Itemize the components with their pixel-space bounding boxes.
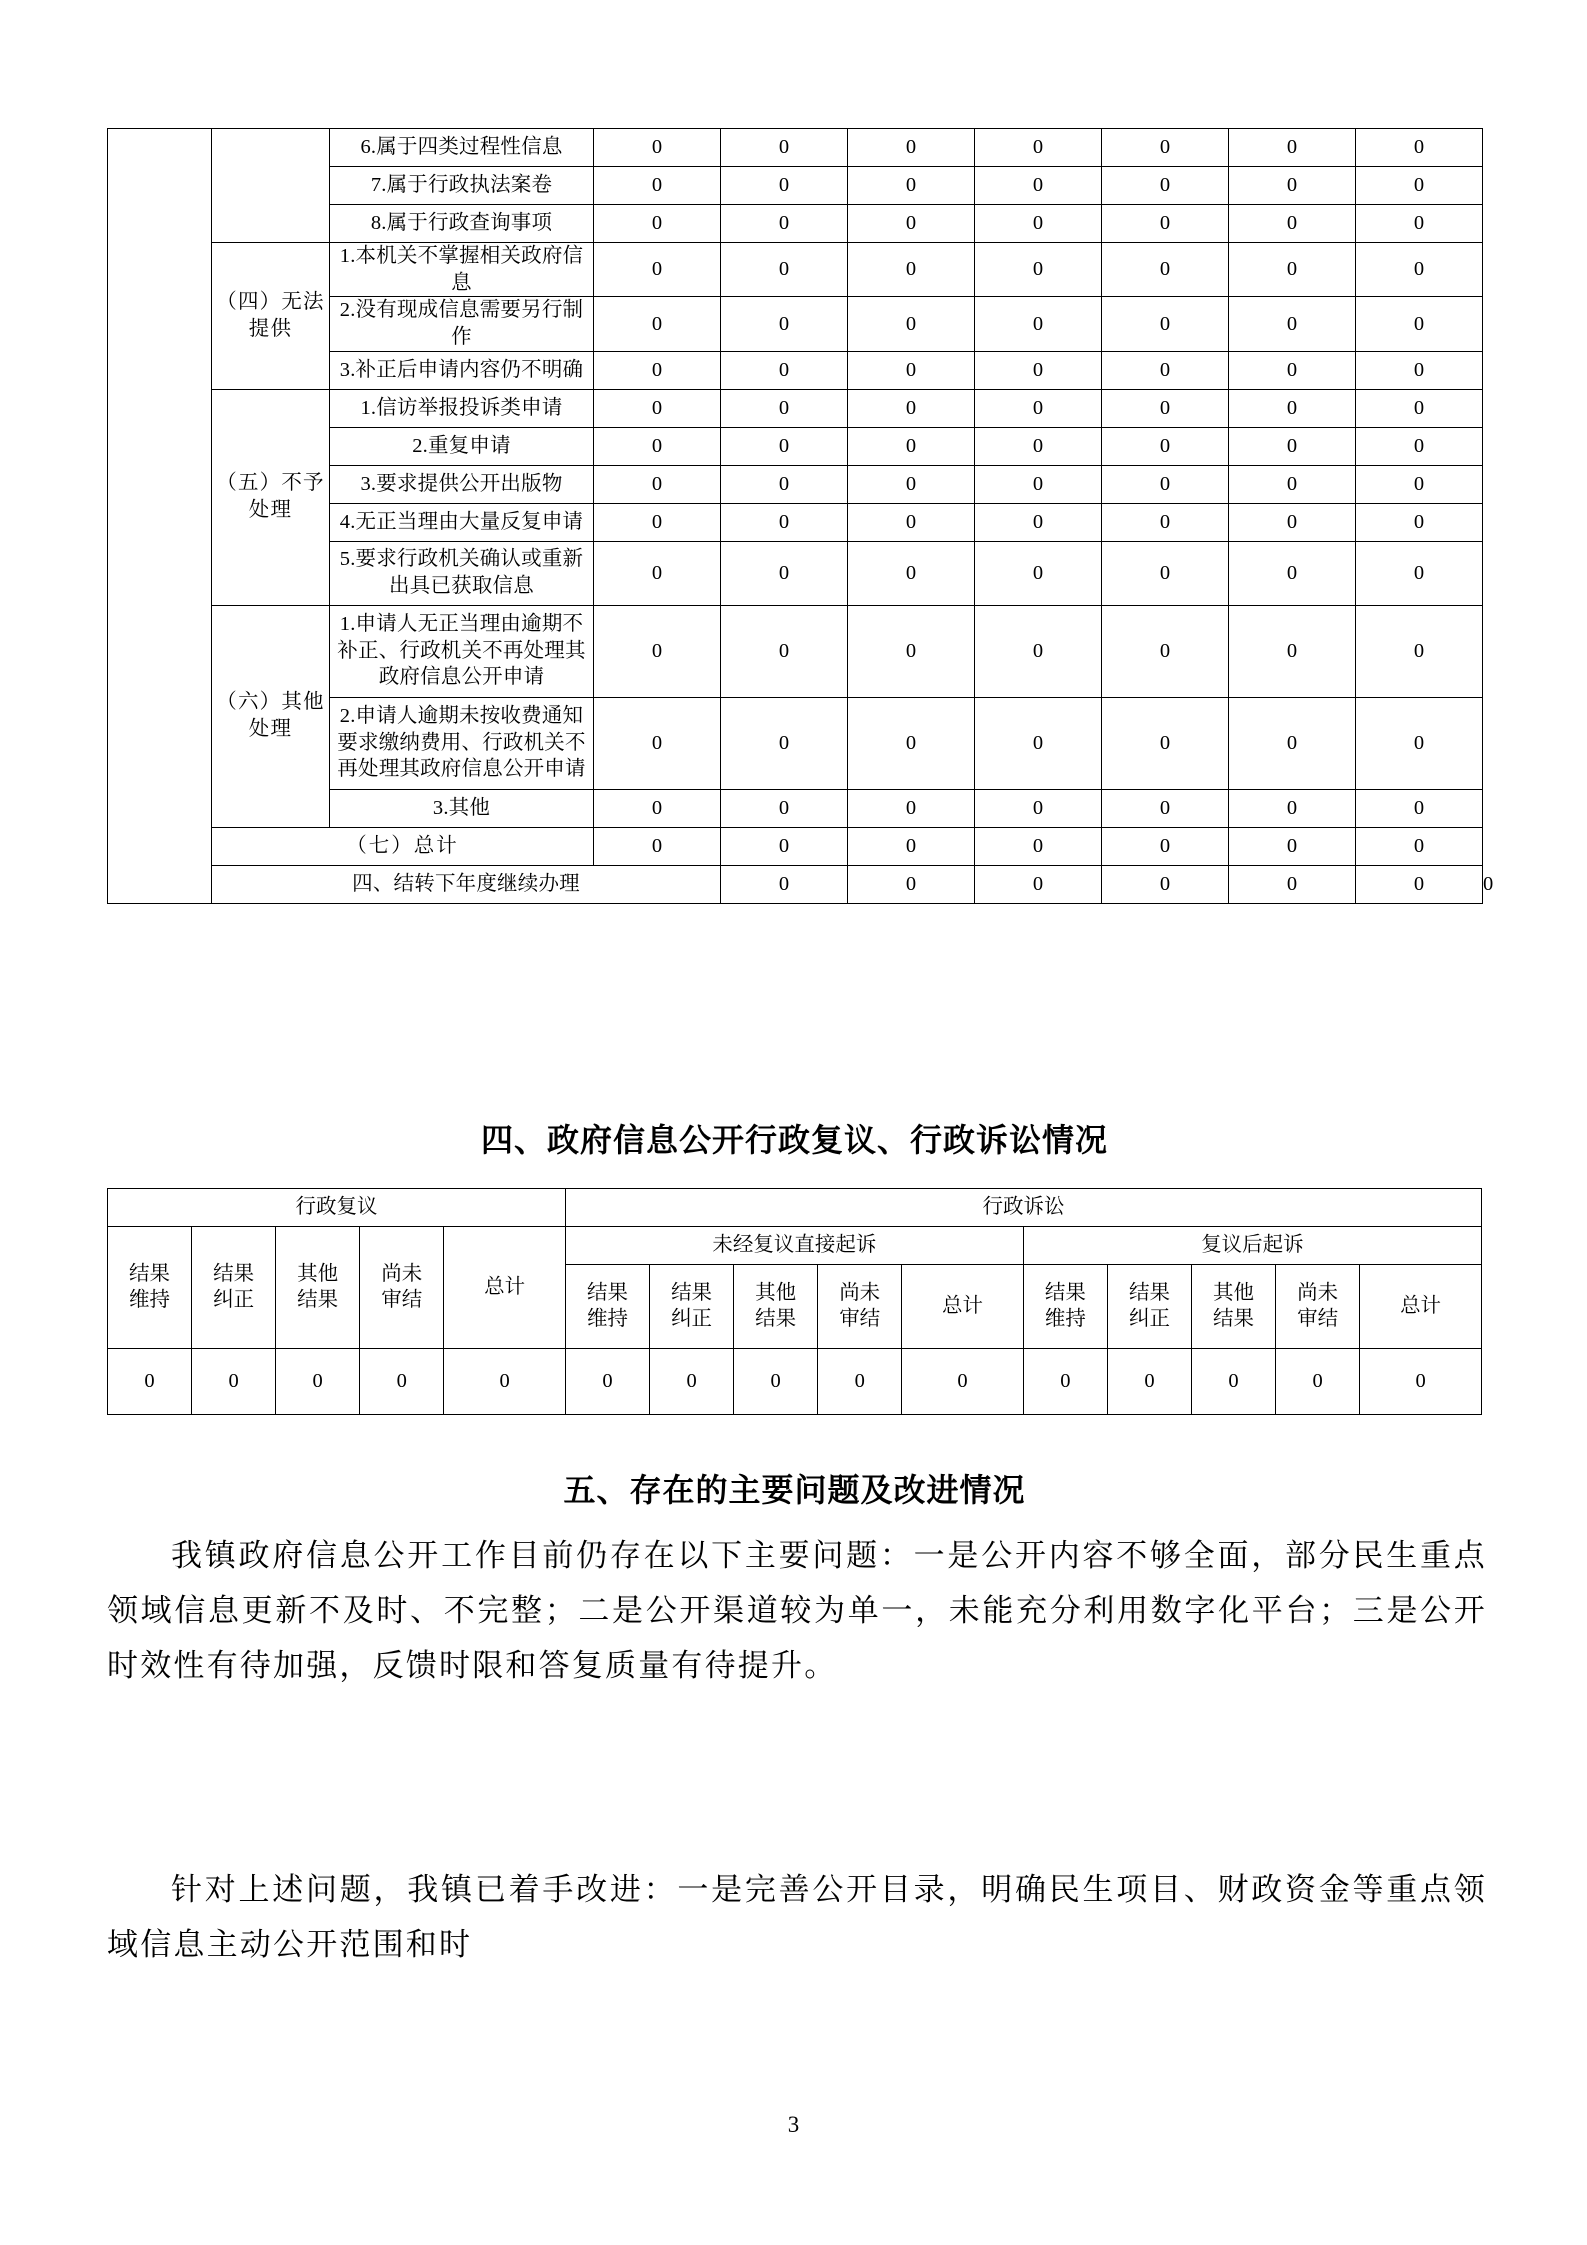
cell-value: 0 bbox=[848, 697, 975, 789]
row-item-label: 1.信访举报投诉类申请 bbox=[330, 389, 594, 427]
table-row bbox=[108, 243, 1483, 297]
table-row-total bbox=[108, 827, 1483, 865]
cell-value: 0 bbox=[818, 1349, 902, 1415]
cell-value: 0 bbox=[848, 427, 975, 465]
table-row-carryover: 四、结转下年度继续办理 0 0 0 0 0 0 0 bbox=[108, 865, 1483, 903]
row-item-label: 3.要求提供公开出版物 bbox=[330, 465, 594, 503]
header-result-corrected-direct bbox=[650, 1265, 734, 1349]
cell-value: 0 bbox=[1229, 297, 1356, 351]
cell-value: 0 bbox=[1229, 789, 1356, 827]
header-other-result-post bbox=[1192, 1265, 1276, 1349]
cell-value: 0 bbox=[444, 1349, 566, 1415]
cell-value: 0 bbox=[1102, 789, 1229, 827]
row-item-label: 8.属于行政查询事项 bbox=[330, 205, 594, 243]
cell-value: 0 bbox=[1356, 205, 1483, 243]
header-line: 审结 bbox=[1297, 1307, 1339, 1330]
cell-value: 0 bbox=[848, 297, 975, 351]
row-item-label: 6.属于四类过程性信息 bbox=[330, 129, 594, 167]
cell-value: 0 bbox=[594, 503, 721, 541]
table-data-row bbox=[108, 1349, 1482, 1415]
header-line: 结果 bbox=[1128, 1281, 1170, 1304]
cell-value: 0 bbox=[1276, 1349, 1360, 1415]
cell-value: 0 bbox=[1102, 389, 1229, 427]
header-administrative-review: 行政复议 bbox=[108, 1189, 566, 1227]
cell-value: 0 bbox=[1102, 243, 1229, 297]
cell-value: 0 bbox=[1102, 167, 1229, 205]
cell-value: 0 bbox=[975, 465, 1102, 503]
row-item-label: 7.属于行政执法案卷 bbox=[330, 167, 594, 205]
paragraph-improvements: 针对上述问题，我镇已着手改进：一是完善公开目录，明确民生项目、财政资金等重点领域信息主动公开范围和时 bbox=[107, 1872, 1487, 1963]
table-row bbox=[108, 605, 1483, 697]
cell-value: 0 bbox=[902, 1349, 1024, 1415]
row-item-label: 5.要求行政机关确认或重新出具已获取信息 bbox=[330, 541, 594, 605]
header-line: 结果 bbox=[755, 1307, 797, 1330]
subgroup-label-cell bbox=[212, 129, 330, 243]
cell-value: 0 bbox=[975, 297, 1102, 351]
review-litigation-table bbox=[107, 1188, 1482, 1415]
cell-value: 0 bbox=[721, 205, 848, 243]
cell-value: 0 bbox=[1102, 541, 1229, 605]
cell-value: 0 bbox=[1356, 129, 1483, 167]
cell-value: 0 bbox=[848, 503, 975, 541]
cell-value: 0 bbox=[1229, 503, 1356, 541]
header-total-direct: 总计 bbox=[902, 1265, 1024, 1349]
cell-value: 0 bbox=[721, 827, 848, 865]
cell-value: 0 bbox=[565, 1349, 649, 1415]
row-item-label: 3.其他 bbox=[330, 789, 594, 827]
cell-value: 0 bbox=[848, 167, 975, 205]
cell-value: 0 bbox=[1356, 389, 1483, 427]
cell-value: 0 bbox=[975, 205, 1102, 243]
cell-value: 0 bbox=[975, 865, 1102, 903]
header-administrative-litigation: 行政诉讼 bbox=[565, 1189, 1481, 1227]
cell-value: 0 bbox=[721, 243, 848, 297]
cell-value: 0 bbox=[848, 789, 975, 827]
cell-value: 0 bbox=[848, 205, 975, 243]
cell-value: 0 bbox=[594, 697, 721, 789]
page-number: 3 bbox=[787, 2112, 800, 2137]
cell-value: 0 bbox=[721, 129, 848, 167]
cell-value: 0 bbox=[975, 697, 1102, 789]
cell-value: 0 bbox=[975, 503, 1102, 541]
header-total-review: 总计 bbox=[444, 1227, 566, 1349]
cell-value: 0 bbox=[1102, 503, 1229, 541]
cell-value: 0 bbox=[975, 827, 1102, 865]
header-line: 审结 bbox=[839, 1307, 881, 1330]
header-line: 维持 bbox=[129, 1288, 171, 1311]
cell-value: 0 bbox=[848, 389, 975, 427]
header-pending-direct bbox=[818, 1265, 902, 1349]
cell-value: 0 bbox=[276, 1349, 360, 1415]
row-item-label: 3.补正后申请内容仍不明确 bbox=[330, 351, 594, 389]
row-item-label: 1.申请人无正当理由逾期不补正、行政机关不再处理其政府信息公开申请 bbox=[330, 605, 594, 697]
header-line: 结果 bbox=[1213, 1307, 1255, 1330]
cell-value: 0 bbox=[975, 427, 1102, 465]
header-line: 结果 bbox=[587, 1281, 628, 1304]
cell-value: 0 bbox=[1356, 167, 1483, 205]
cell-value: 0 bbox=[1102, 205, 1229, 243]
header-line: 结果 bbox=[129, 1262, 171, 1285]
total-row-label: （七）总计 bbox=[212, 827, 594, 865]
cell-value: 0 bbox=[975, 605, 1102, 697]
cell-value: 0 bbox=[848, 129, 975, 167]
cell-value: 0 bbox=[594, 167, 721, 205]
cell-value: 0 bbox=[1356, 605, 1483, 697]
header-pending-review bbox=[360, 1227, 444, 1349]
cell-value: 0 bbox=[1229, 427, 1356, 465]
cell-value: 0 bbox=[721, 865, 848, 903]
cell-value: 0 bbox=[594, 351, 721, 389]
cell-value: 0 bbox=[721, 697, 848, 789]
cell-value: 0 bbox=[650, 1349, 734, 1415]
header-result-upheld-review bbox=[108, 1227, 192, 1349]
cell-value: 0 bbox=[1229, 605, 1356, 697]
cell-value: 0 bbox=[1356, 427, 1483, 465]
cell-value: 0 bbox=[594, 297, 721, 351]
header-result-upheld-direct bbox=[565, 1265, 649, 1349]
cell-value: 0 bbox=[721, 351, 848, 389]
header-line: 纠正 bbox=[213, 1288, 255, 1311]
cell-value: 0 bbox=[1229, 389, 1356, 427]
cell-value: 0 bbox=[1102, 351, 1229, 389]
cell-value: 0 bbox=[848, 243, 975, 297]
header-direct-litigation: 未经复议直接起诉 bbox=[565, 1227, 1023, 1265]
cell-value: 0 bbox=[975, 351, 1102, 389]
cell-value: 0 bbox=[721, 541, 848, 605]
cell-value: 0 bbox=[594, 427, 721, 465]
header-line: 维持 bbox=[587, 1307, 628, 1330]
cell-value: 0 bbox=[1356, 827, 1483, 865]
cell-value: 0 bbox=[848, 465, 975, 503]
cell-value: 0 bbox=[721, 465, 848, 503]
cell-value: 0 bbox=[1356, 541, 1483, 605]
cell-value: 0 bbox=[721, 503, 848, 541]
header-line: 结果 bbox=[671, 1281, 713, 1304]
table-header-row-mid bbox=[108, 1227, 1482, 1265]
header-line: 维持 bbox=[1044, 1307, 1086, 1330]
cell-value: 0 bbox=[594, 129, 721, 167]
header-line: 尚未 bbox=[381, 1262, 423, 1285]
cell-value: 0 bbox=[975, 789, 1102, 827]
header-result-upheld-post bbox=[1023, 1265, 1107, 1349]
cell-value: 0 bbox=[848, 827, 975, 865]
cell-value: 0 bbox=[594, 789, 721, 827]
cell-value: 0 bbox=[1229, 865, 1356, 903]
header-line: 结果 bbox=[1044, 1281, 1086, 1304]
cell-value: 0 bbox=[848, 865, 975, 903]
cell-value: 0 bbox=[1102, 129, 1229, 167]
cell-value: 0 bbox=[192, 1349, 276, 1415]
row-item-label: 2.重复申请 bbox=[330, 427, 594, 465]
row-item-label: 1.本机关不掌握相关政府信息 bbox=[330, 243, 594, 297]
cell-value: 0 bbox=[1356, 465, 1483, 503]
cell-value: 0 bbox=[1356, 503, 1483, 541]
cell-value: 0 bbox=[975, 243, 1102, 297]
cell-value: 0 bbox=[734, 1349, 818, 1415]
section-heading-5: 五、存在的主要问题及改进情况 bbox=[563, 1471, 1026, 1509]
cell-value: 0 bbox=[975, 167, 1102, 205]
cell-value: 0 bbox=[848, 605, 975, 697]
cell-value: 0 bbox=[848, 541, 975, 605]
cell-value: 0 bbox=[848, 351, 975, 389]
cell-value: 0 bbox=[975, 129, 1102, 167]
table-header-row-top bbox=[108, 1189, 1482, 1227]
cell-value: 0 bbox=[1102, 297, 1229, 351]
review-litigation-table-wrapper bbox=[107, 1188, 1482, 1415]
cell-value: 0 bbox=[108, 1349, 192, 1415]
cell-value: 0 bbox=[1023, 1349, 1107, 1415]
cell-value: 0 bbox=[721, 789, 848, 827]
carryover-row-label: 四、结转下年度继续办理 bbox=[212, 865, 721, 903]
cell-value: 0 bbox=[1102, 605, 1229, 697]
header-result-corrected-post bbox=[1107, 1265, 1191, 1349]
cell-value: 0 bbox=[975, 389, 1102, 427]
cell-value: 0 bbox=[1229, 541, 1356, 605]
subgroup-label-cell: （六）其他处理 bbox=[212, 605, 330, 827]
cell-value: 0 bbox=[1229, 465, 1356, 503]
cell-value: 0 bbox=[1356, 789, 1483, 827]
cell-value: 0 bbox=[1356, 865, 1483, 903]
cell-value: 0 bbox=[1102, 865, 1229, 903]
cell-value: 0 bbox=[1229, 243, 1356, 297]
cell-value: 0 bbox=[1192, 1349, 1276, 1415]
cell-value: 0 bbox=[721, 389, 848, 427]
row-item-label: 4.无正当理由大量反复申请 bbox=[330, 503, 594, 541]
table-row bbox=[108, 129, 1483, 167]
cell-value: 0 bbox=[721, 297, 848, 351]
row-item-label: 2.申请人逾期未按收费通知要求缴纳费用、行政机关不再处理其政府信息公开申请 bbox=[330, 697, 594, 789]
cell-value: 0 bbox=[1229, 697, 1356, 789]
cell-value: 0 bbox=[360, 1349, 444, 1415]
header-post-review-litigation: 复议后起诉 bbox=[1023, 1227, 1481, 1265]
header-line: 其他 bbox=[1213, 1281, 1255, 1304]
cell-value: 0 bbox=[1102, 827, 1229, 865]
cell-value: 0 bbox=[594, 541, 721, 605]
cell-value: 0 bbox=[1229, 167, 1356, 205]
cell-value: 0 bbox=[975, 541, 1102, 605]
header-total-post: 总计 bbox=[1360, 1265, 1482, 1349]
header-line: 其他 bbox=[755, 1281, 797, 1304]
cell-value: 0 bbox=[594, 205, 721, 243]
cell-value: 0 bbox=[1107, 1349, 1191, 1415]
cell-value: 0 bbox=[1102, 427, 1229, 465]
outer-category-cell bbox=[108, 129, 212, 904]
header-line: 纠正 bbox=[671, 1307, 713, 1330]
header-line: 审结 bbox=[381, 1288, 423, 1311]
row-item-label: 2.没有现成信息需要另行制作 bbox=[330, 297, 594, 351]
header-line: 纠正 bbox=[1128, 1307, 1170, 1330]
cell-value: 0 bbox=[594, 243, 721, 297]
cell-value: 0 bbox=[1356, 297, 1483, 351]
cell-value: 0 bbox=[1102, 697, 1229, 789]
cell-value: 0 bbox=[594, 389, 721, 427]
header-line: 结果 bbox=[297, 1288, 339, 1311]
header-line: 尚未 bbox=[839, 1281, 881, 1304]
header-other-result-review bbox=[276, 1227, 360, 1349]
section-heading-4: 四、政府信息公开行政复议、行政诉讼情况 bbox=[480, 1121, 1108, 1159]
header-line: 其他 bbox=[297, 1262, 339, 1285]
cell-value: 0 bbox=[1356, 697, 1483, 789]
cell-value: 0 bbox=[594, 465, 721, 503]
subgroup-label-cell: （四）无法提供 bbox=[212, 243, 330, 390]
header-line: 尚未 bbox=[1297, 1281, 1339, 1304]
header-result-corrected-review bbox=[192, 1227, 276, 1349]
cell-value: 0 bbox=[1229, 205, 1356, 243]
cell-value: 0 bbox=[1229, 351, 1356, 389]
application-handling-table bbox=[107, 128, 1494, 904]
cell-value: 0 bbox=[721, 605, 848, 697]
cell-value: 0 bbox=[594, 827, 721, 865]
application-handling-table-wrapper bbox=[107, 128, 1494, 904]
cell-value: 0 bbox=[1360, 1349, 1482, 1415]
cell-value: 0 bbox=[1229, 129, 1356, 167]
table-row bbox=[108, 389, 1483, 427]
cell-value: 0 bbox=[1356, 243, 1483, 297]
subgroup-label-cell: （五）不予处理 bbox=[212, 389, 330, 605]
cell-value: 0 bbox=[1229, 827, 1356, 865]
cell-value: 0 bbox=[594, 605, 721, 697]
header-line: 结果 bbox=[213, 1262, 255, 1285]
header-pending-post bbox=[1276, 1265, 1360, 1349]
cell-value: 0 bbox=[721, 427, 848, 465]
cell-value: 0 bbox=[1102, 465, 1229, 503]
cell-value: 0 bbox=[721, 167, 848, 205]
paragraph-main-problems: 我镇政府信息公开工作目前仍存在以下主要问题：一是公开内容不够全面，部分民生重点领域信息更新不及时、不完整；二是公开渠道较为单一，未能充分利用数字化平台；三是公开时效性有待加强，反馈时限和答复质量有待提升。 bbox=[107, 1538, 1487, 1684]
cell-value: 0 bbox=[1356, 351, 1483, 389]
header-other-result-direct bbox=[734, 1265, 818, 1349]
